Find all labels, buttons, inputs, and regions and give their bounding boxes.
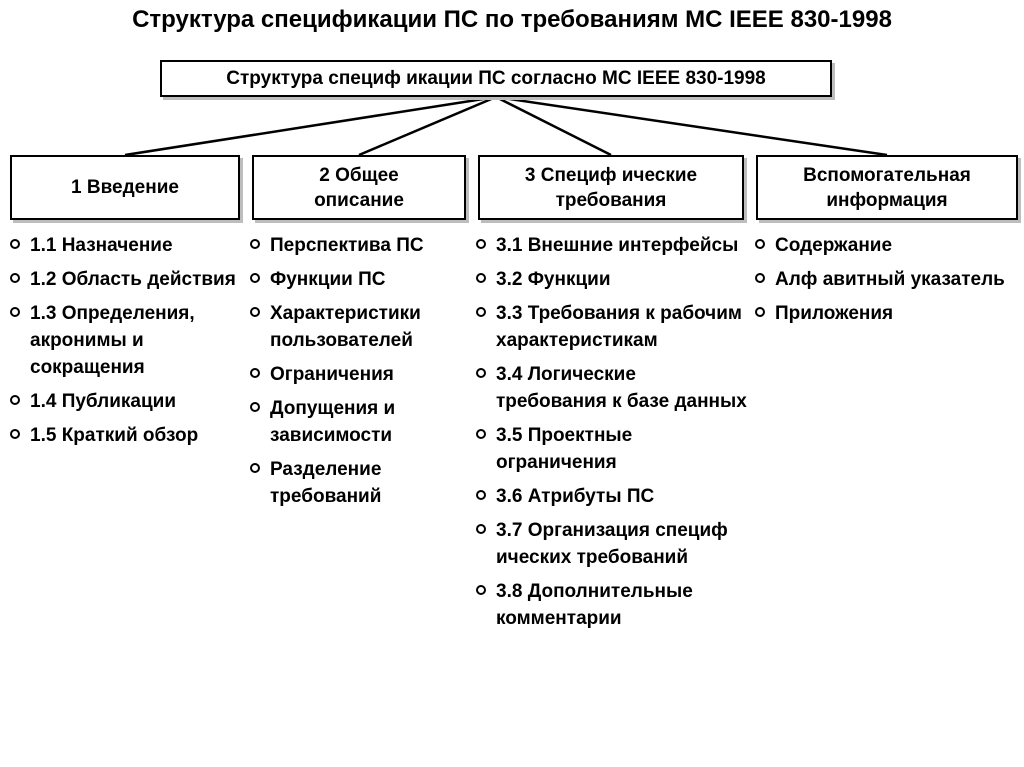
- list-item: 1.3 Определения, акронимы и сокращения: [8, 300, 248, 381]
- list-item: 3.4 Логические требования к базе данных: [474, 361, 749, 415]
- list-item: Разделение требований: [248, 456, 473, 510]
- category-box-introduction: 1 Введение: [10, 155, 240, 220]
- list-item: Допущения и зависимости: [248, 395, 473, 449]
- connector-line-2: [359, 97, 496, 155]
- specific-requirements-list: [474, 232, 749, 639]
- list-item: Приложения: [753, 300, 1018, 327]
- category-box-general-description: 2 Общее описание: [252, 155, 466, 220]
- page-title: Структура спецификации ПС по требованиям МС IEEE 830-1998: [132, 6, 892, 33]
- list-item: Перспектива ПС: [248, 232, 473, 259]
- general-description-list: [248, 232, 473, 517]
- list-item: Ограничения: [248, 361, 473, 388]
- list-item: 3.8 Дополнительные комментарии: [474, 578, 749, 632]
- category-box-specific-requirements: 3 Специф ические требования: [478, 155, 744, 220]
- list-item: Характеристики пользователей: [248, 300, 473, 354]
- list-item: Алф авитный указатель: [753, 266, 1018, 293]
- list-item: 3.2 Функции: [474, 266, 749, 293]
- list-item: 3.6 Атрибуты ПС: [474, 483, 749, 510]
- list-item: 1.5 Краткий обзор: [8, 422, 248, 449]
- list-item: 3.5 Проектные ограничения: [474, 422, 749, 476]
- list-item: Содержание: [753, 232, 1018, 259]
- introduction-list: [8, 232, 248, 456]
- list-item: 3.1 Внешние интерфейсы: [474, 232, 749, 259]
- supporting-information-list: [753, 232, 1018, 334]
- connector-line-1: [125, 97, 496, 155]
- list-item: 1.2 Область действия: [8, 266, 248, 293]
- list-item: 3.7 Организация специф ических требований: [474, 517, 749, 571]
- root-box: Структура специф икации ПС согласно МС IEEE 830-1998: [160, 60, 832, 97]
- list-item: 3.3 Требования к рабочим характеристикам: [474, 300, 749, 354]
- list-item: Функции ПС: [248, 266, 473, 293]
- list-item: 1.4 Публикации: [8, 388, 248, 415]
- category-box-supporting-information: Вспомогательная информация: [756, 155, 1018, 220]
- list-item: 1.1 Назначение: [8, 232, 248, 259]
